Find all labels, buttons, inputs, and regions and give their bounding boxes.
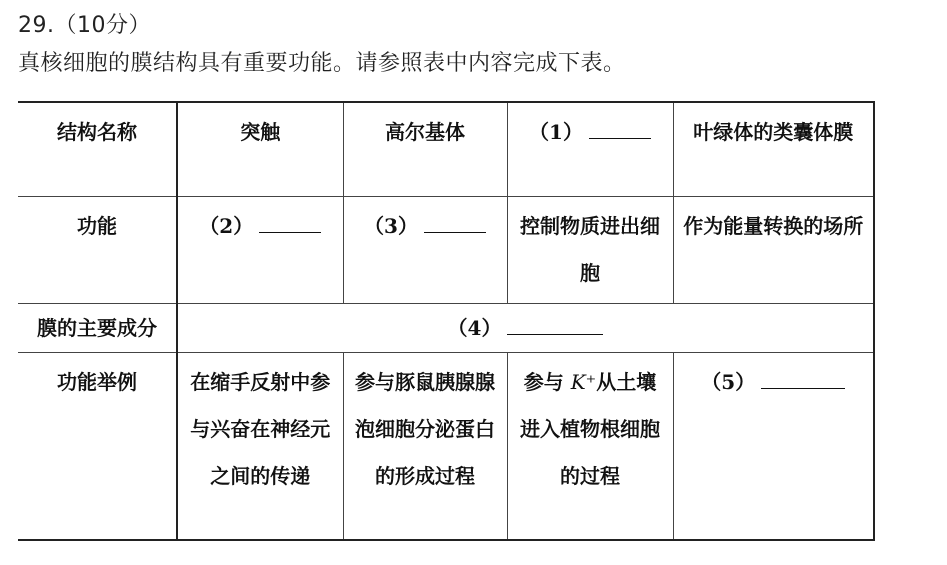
cell-blank-3 bbox=[343, 196, 507, 303]
cell-golgi: 高尔基体 bbox=[343, 102, 507, 196]
question-number: 29.（10分） bbox=[18, 13, 151, 38]
cell-golgi-example: 参与豚鼠胰腺腺泡细胞分泌蛋白的形成过程 bbox=[343, 352, 507, 540]
blank-5-label: （5） bbox=[701, 369, 756, 394]
answer-blank-1[interactable] bbox=[589, 120, 651, 139]
cell-thylakoid: 叶绿体的类囊体膜 bbox=[673, 102, 874, 196]
answer-blank-5[interactable] bbox=[761, 370, 845, 389]
membrane-structure-table bbox=[18, 101, 875, 541]
membrane-example-prefix: 参与 bbox=[523, 369, 564, 394]
row-header-component: 膜的主要成分 bbox=[18, 303, 177, 352]
row-header-structure: 结构名称 bbox=[18, 102, 177, 196]
answer-blank-3[interactable] bbox=[424, 214, 486, 233]
blank-3-label: （3） bbox=[364, 213, 418, 238]
cell-synapse: 突触 bbox=[177, 102, 343, 196]
example-row bbox=[18, 352, 874, 540]
row-header-function: 功能 bbox=[18, 196, 177, 303]
component-row bbox=[18, 303, 874, 352]
cell-blank-5 bbox=[673, 352, 874, 540]
cell-membrane-example bbox=[507, 352, 673, 540]
row-header-example: 功能举例 bbox=[18, 352, 177, 540]
cell-blank-1 bbox=[507, 102, 673, 196]
blank-2-label: （2） bbox=[199, 213, 254, 238]
answer-blank-2[interactable] bbox=[259, 214, 321, 233]
blank-1-label: （1） bbox=[529, 120, 583, 144]
potassium-ion: K⁺ bbox=[570, 369, 597, 394]
function-row bbox=[18, 196, 874, 303]
membrane-example-suffix: 从土壤进入植物根细胞的过程 bbox=[520, 369, 660, 488]
cell-blank-4 bbox=[177, 303, 874, 352]
cell-membrane-function: 控制物质进出细胞 bbox=[507, 196, 673, 303]
question-stem: 真核细胞的膜结构具有重要功能。请参照表中内容完成下表。 bbox=[18, 51, 626, 76]
answer-blank-4[interactable] bbox=[507, 316, 603, 335]
cell-thylakoid-function: 作为能量转换的场所 bbox=[673, 196, 874, 303]
cell-blank-2 bbox=[177, 196, 343, 303]
blank-4-label: （4） bbox=[447, 315, 502, 340]
structure-name-row bbox=[18, 102, 874, 196]
cell-synapse-example: 在缩手反射中参与兴奋在神经元之间的传递 bbox=[177, 352, 343, 540]
